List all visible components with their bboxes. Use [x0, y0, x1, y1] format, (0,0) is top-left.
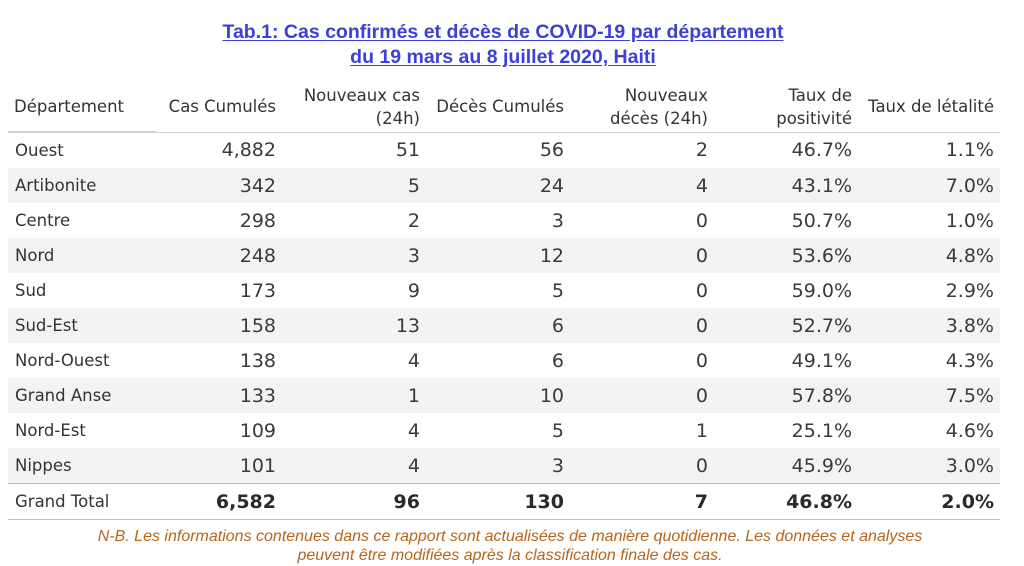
cell-departement: Centre: [15, 211, 71, 230]
cell-total-taux-letalite: 2.0%: [858, 484, 1000, 520]
cell-nouveaux-deces: 0: [570, 448, 714, 484]
cell-nouveaux-cas: 3: [282, 238, 426, 273]
cell-total-cas-cumules: 6,582: [156, 484, 282, 520]
cell-departement: Sud: [15, 281, 47, 300]
header-cas-cumules: Cas Cumulés: [156, 82, 282, 132]
cell-deces-cumules: 3: [551, 209, 564, 232]
cell-taux-letalite: 4.8%: [858, 238, 1000, 273]
footnote: [30, 527, 990, 565]
cell-departement: Nord-Ouest: [15, 351, 110, 370]
cell-taux-letalite: 1.1%: [945, 139, 994, 162]
header-taux-letalite: Taux de létalité: [858, 82, 1000, 132]
cell-nouveaux-deces: 1: [695, 419, 708, 442]
cell-cas-cumules: 158: [156, 308, 282, 343]
cell-deces-cumules: 5: [551, 279, 564, 302]
cell-cas-cumules: 342: [156, 168, 282, 203]
cell-nouveaux-cas: 1: [282, 378, 426, 413]
cell-taux-positivite: 57.8%: [714, 378, 858, 413]
cell-nouveaux-deces: 0: [695, 349, 708, 372]
cell-deces-cumules: 6: [426, 308, 570, 343]
total-row: [8, 484, 1000, 520]
cell-nouveaux-cas: 13: [282, 308, 426, 343]
header-row: [8, 82, 1000, 132]
cell-taux-letalite: 7.0%: [858, 168, 1000, 203]
cell-cas-cumules: 101: [156, 448, 282, 484]
cell-taux-positivite: 50.7%: [791, 209, 852, 232]
table-row: [8, 343, 1000, 378]
cell-cas-cumules: 298: [239, 209, 276, 232]
cell-deces-cumules: 6: [551, 349, 564, 372]
cell-nouveaux-deces: 4: [570, 168, 714, 203]
cell-taux-letalite: 3.8%: [858, 308, 1000, 343]
cell-departement: Nord: [8, 238, 156, 273]
cell-taux-positivite: 46.7%: [791, 139, 852, 162]
cell-nouveaux-cas: 4: [407, 349, 420, 372]
header-taux-positivite: Taux de positivité: [714, 82, 858, 132]
cell-cas-cumules: 173: [239, 279, 276, 302]
cell-taux-letalite: 4.6%: [945, 419, 994, 442]
cell-cas-cumules: 248: [156, 238, 282, 273]
cell-taux-positivite: 49.1%: [791, 349, 852, 372]
cell-deces-cumules: 3: [426, 448, 570, 484]
cell-cas-cumules: 138: [239, 349, 276, 372]
cell-nouveaux-deces: 2: [695, 139, 708, 162]
cell-nouveaux-cas: 2: [407, 209, 420, 232]
cell-total-deces-cumules: 130: [426, 484, 570, 520]
cell-nouveaux-deces: 0: [570, 308, 714, 343]
cell-taux-positivite: 53.6%: [714, 238, 858, 273]
header-nouveaux-deces: Nouveaux décès (24h): [570, 82, 714, 132]
table-row: [8, 378, 1000, 413]
table-row: [8, 413, 1000, 448]
table-title-line-2: du 19 mars au 8 juillet 2020, Haiti: [350, 46, 656, 68]
cell-departement: Ouest: [15, 141, 64, 160]
cell-nouveaux-cas: 4: [282, 448, 426, 484]
cell-departement: Artibonite: [8, 168, 156, 203]
cell-nouveaux-cas: 4: [407, 419, 420, 442]
cell-nouveaux-deces: 0: [570, 378, 714, 413]
cell-taux-positivite: 52.7%: [714, 308, 858, 343]
footnote-line-1: N-B. Les informations contenues dans ce rapport sont actualisées de manière quotidienne. Les données et analyses: [97, 528, 923, 545]
header-deces-cumules: Décès Cumulés: [426, 82, 570, 132]
cell-deces-cumules: 12: [426, 238, 570, 273]
header-nouveaux-cas: Nouveaux cas (24h): [282, 82, 426, 132]
cell-taux-positivite: 45.9%: [714, 448, 858, 484]
footnote-line-2: peuvent être modifiées après la classification finale des cas.: [297, 547, 723, 564]
cell-nouveaux-cas: 5: [282, 168, 426, 203]
header-departement: Département: [8, 82, 156, 132]
table-row: [8, 308, 1000, 343]
cell-taux-letalite: 4.3%: [945, 349, 994, 372]
cell-taux-positivite: 43.1%: [714, 168, 858, 203]
cell-departement: Grand Anse: [8, 378, 156, 413]
table-title-line-1: Tab.1: Cas confirmés et décès de COVID-19 par département: [222, 21, 784, 43]
cell-nouveaux-cas: 51: [395, 139, 420, 162]
cell-taux-positivite: 59.0%: [791, 279, 852, 302]
cell-taux-letalite: 7.5%: [858, 378, 1000, 413]
cell-deces-cumules: 10: [426, 378, 570, 413]
cell-taux-letalite: 1.0%: [945, 209, 994, 232]
table-row: [8, 132, 1000, 168]
cell-nouveaux-deces: 0: [570, 238, 714, 273]
cell-cas-cumules: 109: [239, 419, 276, 442]
cell-nouveaux-cas: 9: [407, 279, 420, 302]
cell-taux-letalite: 2.9%: [945, 279, 994, 302]
cell-departement: Nippes: [8, 448, 156, 484]
cell-taux-letalite: 3.0%: [858, 448, 1000, 484]
cell-nouveaux-deces: 0: [695, 279, 708, 302]
cell-total-nouveaux-deces: 7: [570, 484, 714, 520]
table-row: [8, 168, 1000, 203]
cell-departement: Sud-Est: [8, 308, 156, 343]
cell-deces-cumules: 5: [551, 419, 564, 442]
cell-taux-positivite: 25.1%: [791, 419, 852, 442]
cell-cas-cumules: 4,882: [221, 139, 276, 162]
cell-departement: Nord-Est: [15, 421, 86, 440]
cell-deces-cumules: 56: [539, 139, 564, 162]
covid-department-table: [8, 82, 1000, 520]
cell-nouveaux-deces: 0: [695, 209, 708, 232]
table-row: [8, 203, 1000, 238]
cell-cas-cumules: 133: [156, 378, 282, 413]
cell-total-nouveaux-cas: 96: [282, 484, 426, 520]
table-row: [8, 448, 1000, 484]
cell-total-taux-positivite: 46.8%: [714, 484, 858, 520]
table-row: [8, 238, 1000, 273]
cell-deces-cumules: 24: [426, 168, 570, 203]
cell-total-label: Grand Total: [8, 484, 156, 520]
table-row: [8, 273, 1000, 308]
